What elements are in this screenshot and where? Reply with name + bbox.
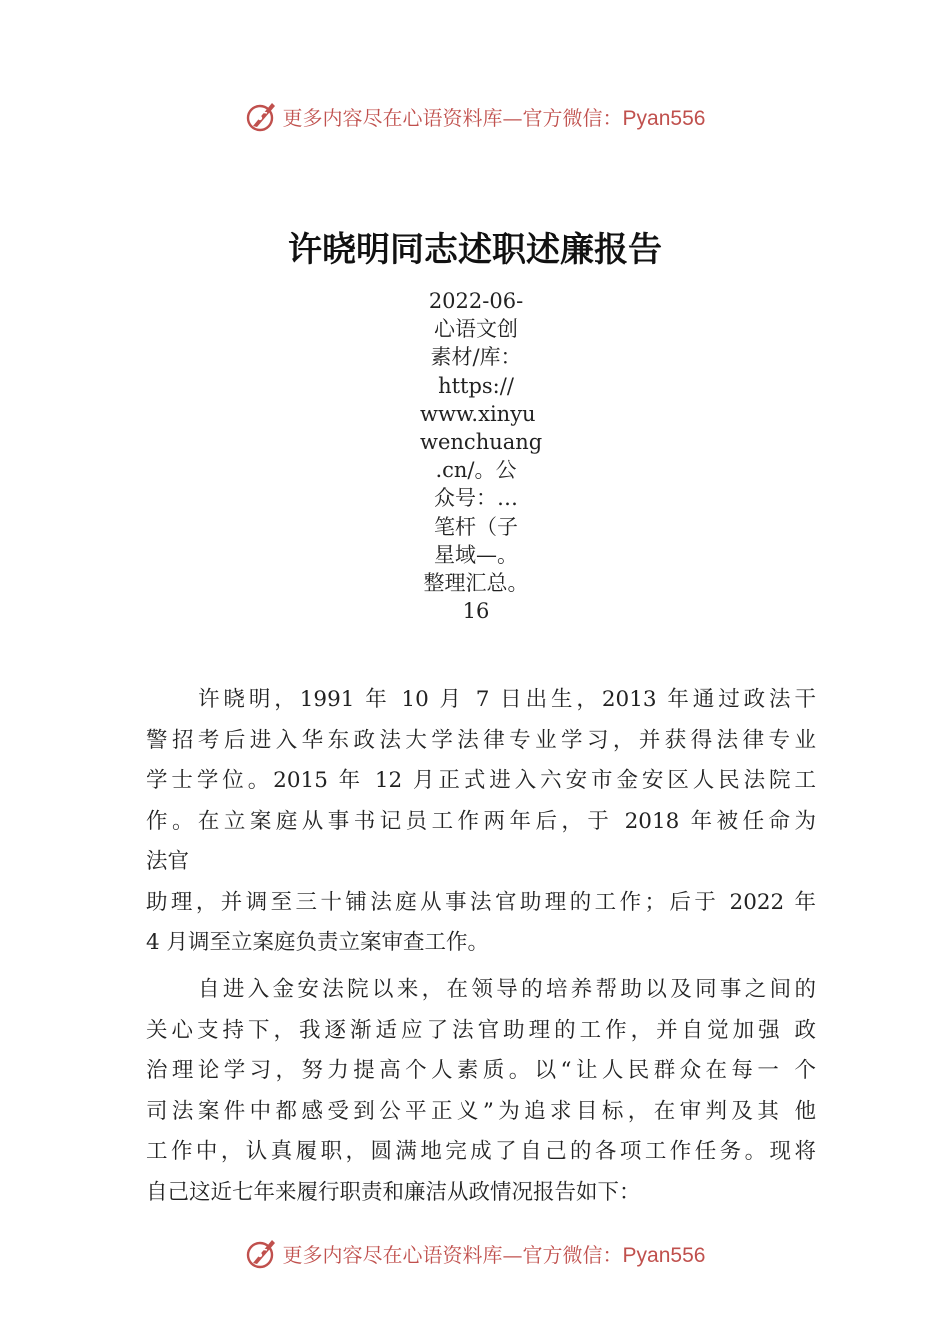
paragraph-line: 治理论学习，努力提高个人素质。以“让人民群众在每一 个 (146, 1058, 816, 1083)
watermark-brand: Pyan556 (622, 106, 706, 130)
meta-line: 星域—。 (434, 542, 518, 567)
watermark-banner-bottom (0, 1233, 950, 1273)
quill-logo-icon (245, 1236, 279, 1270)
paragraph-line: 关心支持下，我逐渐适应了法官助理的工作，并自觉加强 政 (146, 1017, 816, 1043)
document-meta (420, 287, 543, 625)
watermark-text: 更多内容尽在心语资料库—官方微信：Pyan556 (282, 105, 706, 130)
paragraph-line: 自己这近七年来履行职责和廉洁从政情况报告如下： (146, 1179, 641, 1205)
paragraph-line: 4 月调至立案庭负责立案审查工作。 (146, 930, 490, 955)
paragraph-line: 自进入金安法院以来，在领导的培养帮助以及同事之间的 (198, 977, 816, 1002)
meta-line: .cn/。公 (435, 458, 517, 483)
paragraph-line: 警招考后进入华东政法大学法律专业学习，并获得法律专业 (146, 727, 816, 753)
paragraph-line: 助理，并调至三十铺法庭从事法官助理的工作；后于 2022 年 (146, 889, 816, 915)
meta-line: 心语文创 (434, 317, 518, 342)
paragraph-line: 学士学位。2015 年 12 月正式进入六安市金安区人民法院工 (146, 768, 816, 793)
quill-logo-icon (245, 99, 279, 133)
meta-line: 笔杆（子 (434, 514, 518, 539)
paragraph-line: 工作中，认真履职，圆满地完成了自己的各项工作任务。现将 (146, 1139, 816, 1164)
watermark-text: 更多内容尽在心语资料库—官方微信：Pyan556 (282, 1242, 706, 1267)
document-title: 许晓明同志述职述廉报告 (288, 230, 662, 270)
paragraph-line: 法官 (146, 849, 190, 874)
paragraph-1 (146, 680, 816, 964)
paragraph-2 (146, 970, 816, 1213)
meta-line: www.xinyu (420, 401, 536, 426)
meta-line: 众号：… (434, 486, 518, 511)
meta-line: 整理汇总。 (423, 571, 529, 596)
watermark-banner-top (0, 96, 950, 136)
meta-line: https:// (438, 373, 514, 398)
paragraph-line: 作。在立案庭从事书记员工作两年后，于 2018 年被任命为 (146, 808, 816, 834)
meta-line: wenchuang (420, 430, 543, 455)
meta-line: 16 (462, 599, 490, 624)
watermark-brand: Pyan556 (622, 1243, 706, 1267)
meta-line: 素材/库： (430, 345, 522, 370)
meta-line: 2022-06- (428, 289, 524, 313)
paragraph-line: 司法案件中都感受到公平正义”为追求目标，在审判及其 他 (146, 1098, 816, 1124)
paragraph-line: 许晓明，1991 年 10 月 7 日出生，2013 年通过政法干 (198, 687, 816, 712)
